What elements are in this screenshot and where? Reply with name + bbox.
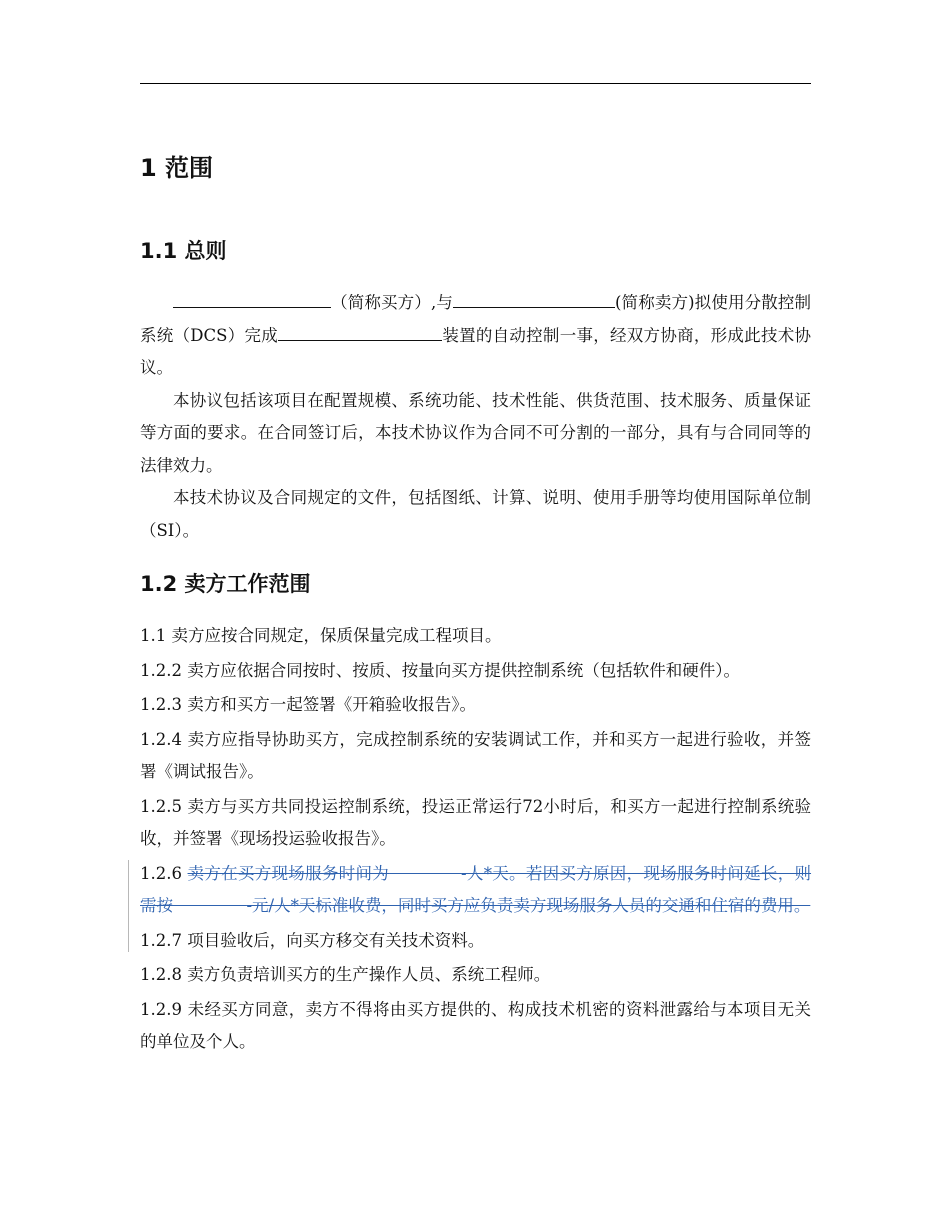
document-body xyxy=(140,140,811,1061)
seller-scope-list xyxy=(140,620,811,1059)
list-item: 1.2.8 卖方负责培训买方的生产操作人员、系统工程师。 xyxy=(140,965,551,984)
intro-paragraph xyxy=(140,287,811,385)
heading-general: 1.1 总则 xyxy=(140,239,227,263)
deleted-text: 卖方在买方现场服务时间为 xyxy=(187,863,390,883)
buyer-name-blank xyxy=(173,287,331,308)
revision-change-bar xyxy=(128,929,129,951)
heading-scope: 1 范围 xyxy=(140,154,214,182)
intro-text-3: 装置的自动控制一事，经双方协商，形成此技术协议。 xyxy=(140,325,811,377)
deleted-blank xyxy=(389,864,461,883)
list-item: 1.2.3 卖方和买方一起签署《开箱验收报告》。 xyxy=(140,695,476,714)
deleted-text: -元/人*天标准收费，同时买方应负责卖方现场服务人员的交通和住宿的费用。 xyxy=(246,896,811,915)
header-rule xyxy=(140,83,811,84)
device-name-blank xyxy=(278,320,442,341)
intro-text-2: (简称卖方)拟使用分散控制系统（DCS）完成 xyxy=(140,293,812,345)
list-item: 1.2.4 卖方应指导协助买方，完成控制系统的安装调试工作，并和买方一起进行验收，并签署《调试报告》。 xyxy=(140,729,811,781)
list-item xyxy=(140,925,811,958)
list-item: 1.2.9 未经买方同意，卖方不得将由买方提供的、构成技术机密的资料泄露给与本项目无关的单位及个人。 xyxy=(140,999,811,1051)
list-item-text: 1.2.7 项目验收后，向买方移交有关技术资料。 xyxy=(140,930,485,950)
item-number: 1.2.6 xyxy=(140,863,188,883)
seller-name-blank xyxy=(453,287,615,308)
list-item: 1.1 卖方应按合同规定，保质保量完成工程项目。 xyxy=(140,626,502,645)
deleted-text: -人*天。若因买方原因，现场服务时间延长，则需按 xyxy=(140,863,812,915)
heading-seller-scope: 1.2 卖方工作范围 xyxy=(140,572,311,596)
agreement-scope-paragraph: 本协议包括该项目在配置规模、系统功能、技术性能、供货范围、技术服务、质量保证等方面的要求。在合同签订后，本技术协议作为合同不可分割的一部分，具有与合同同等的法律效力。 xyxy=(140,390,811,475)
deleted-blank xyxy=(173,896,246,915)
list-item: 1.2.5 卖方与买方共同投运控制系统，投运正常运行72小时后，和买方一起进行控制系统验收，并签署《现场投运验收报告》。 xyxy=(140,796,811,848)
intro-text-1: （简称买方）,与 xyxy=(331,293,453,312)
list-item: 1.2.2 卖方应依据合同按时、按质、按量向买方提供控制系统（包括软件和硬件）。 xyxy=(140,660,740,680)
list-item-tracked-deletion xyxy=(140,858,811,923)
units-paragraph: 本技术协议及合同规定的文件，包括图纸、计算、说明、使用手册等均使用国际单位制（SI）。 xyxy=(140,488,811,540)
